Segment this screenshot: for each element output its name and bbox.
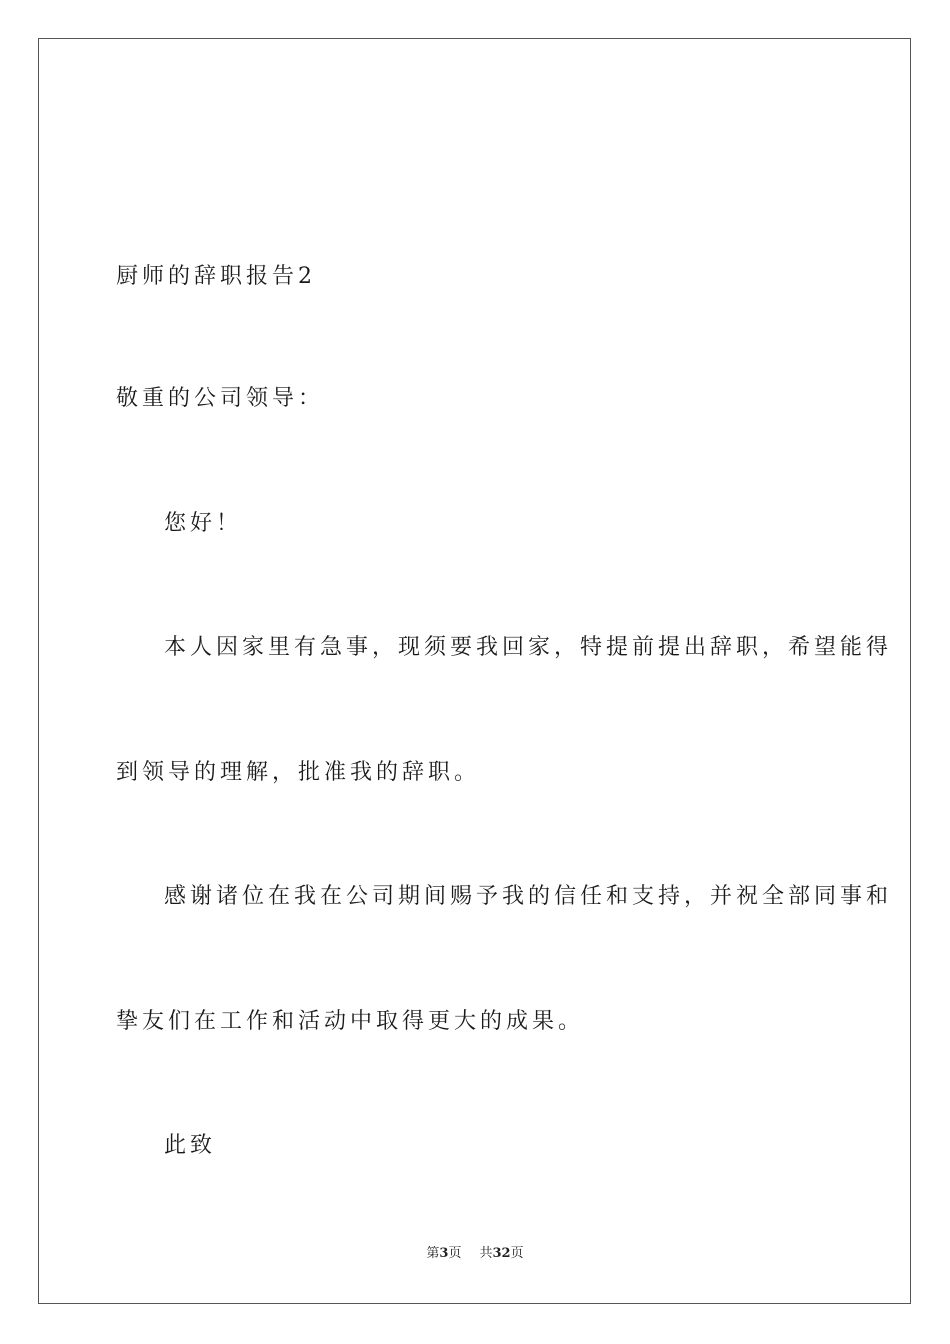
closing: 此致 (164, 1133, 217, 1158)
total-prefix: 共 (479, 1246, 493, 1261)
page-prefix: 第 (426, 1246, 440, 1261)
paragraph-1-line-1: 本人因家里有急事，现须要我回家，特提前提出辞职，希望能得 (164, 635, 893, 660)
greeting: 您好！ (164, 511, 243, 536)
page-footer (0, 1245, 950, 1263)
page-suffix: 页 (448, 1246, 462, 1261)
paragraph-2-line-2: 挚友们在工作和活动中取得更大的成果。 (116, 1009, 585, 1034)
total-pages: 32 (492, 1246, 511, 1261)
page-border (38, 38, 911, 1304)
paragraph-2-line-1: 感谢诸位在我在公司期间赐予我的信任和支持，并祝全部同事和 (164, 884, 893, 909)
total-suffix: 页 (510, 1246, 524, 1261)
salutation: 敬重的公司领导： (116, 386, 325, 411)
paragraph-1-line-2: 到领导的理解，批准我的辞职。 (116, 760, 481, 785)
document-title: 厨师的辞职报告2 (116, 264, 316, 289)
page-number: 3 (439, 1246, 449, 1261)
